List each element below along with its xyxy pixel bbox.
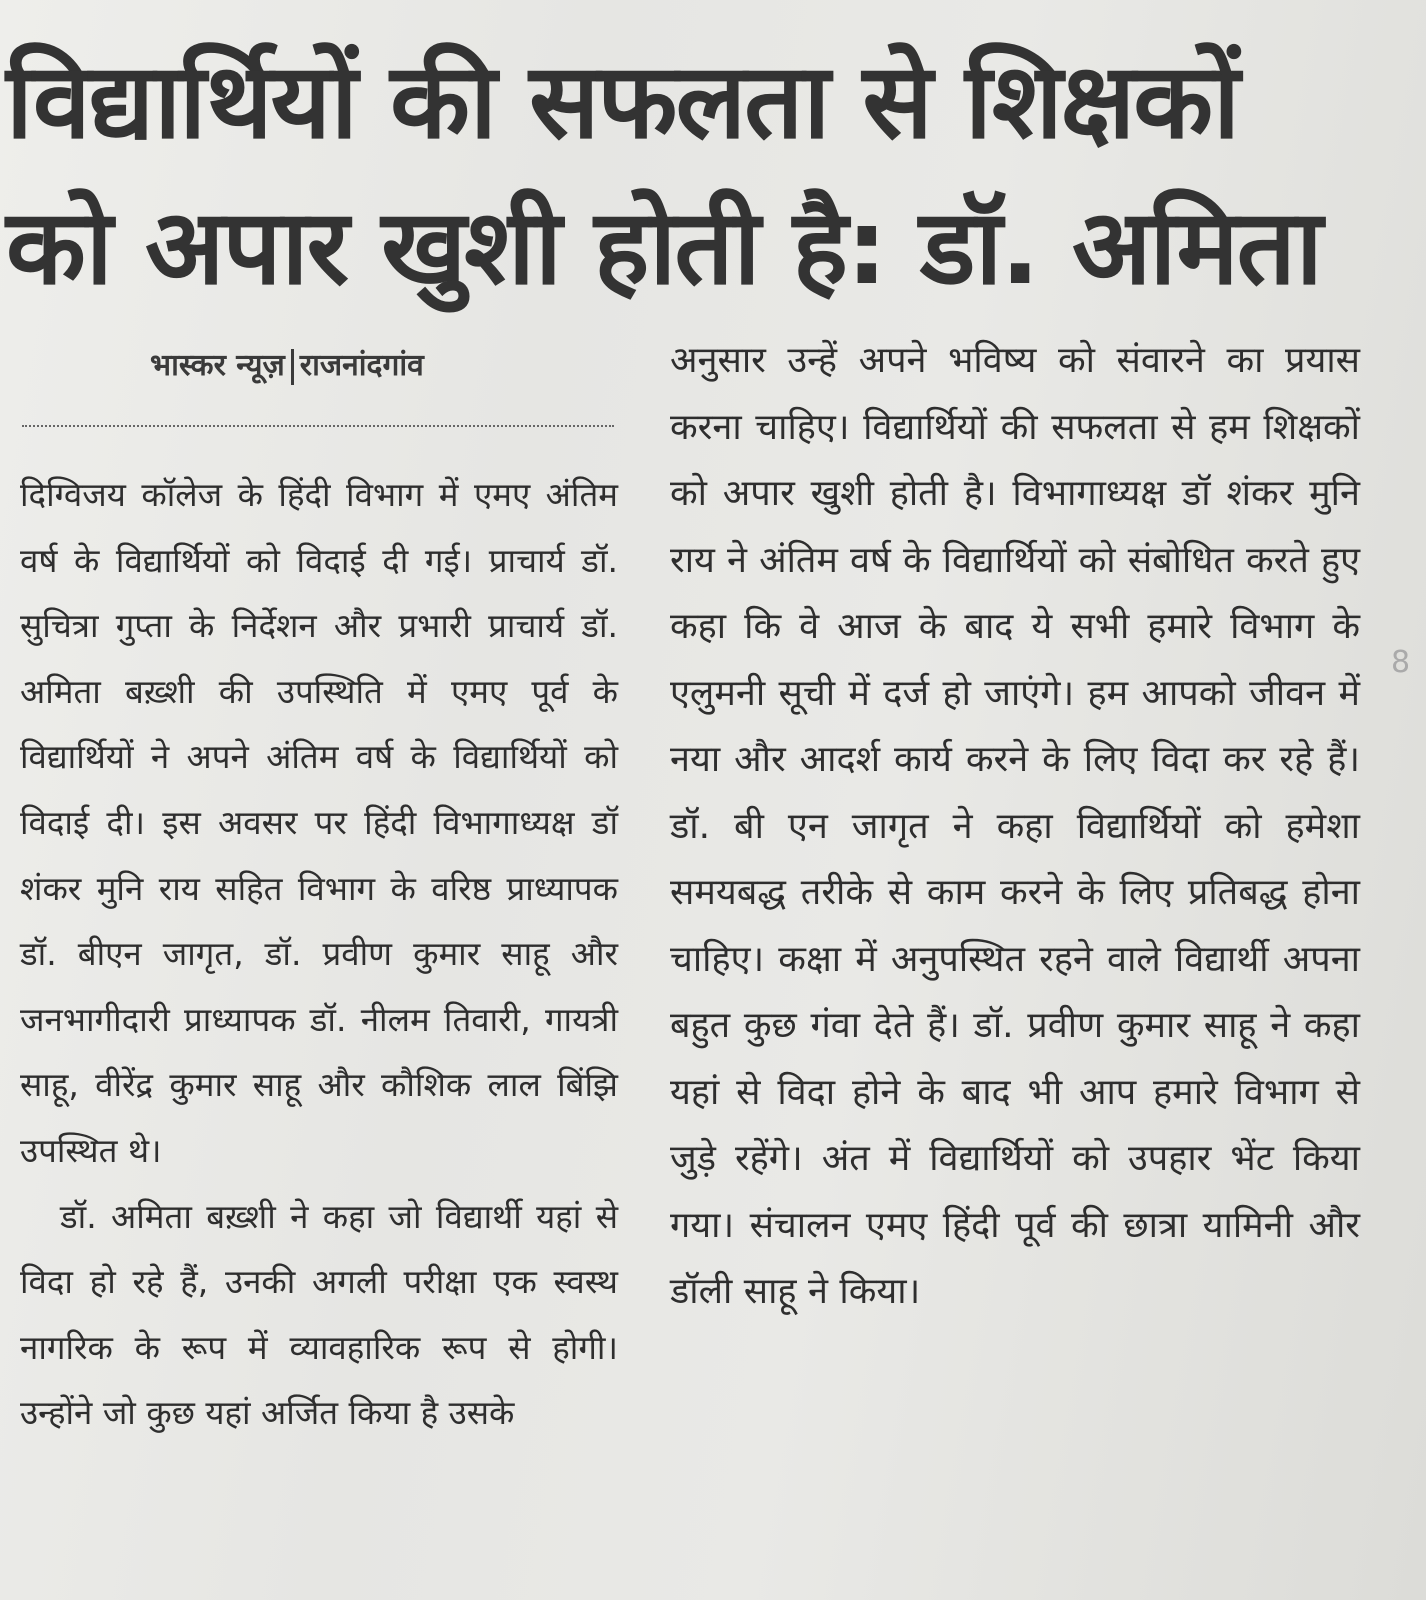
article-column-2 bbox=[670, 328, 1360, 1326]
headline-line-2: को अपार खुशी होती है: डॉ. अमिता bbox=[6, 186, 1321, 308]
byline-place: राजनांदगांव bbox=[299, 348, 424, 383]
byline bbox=[150, 343, 424, 385]
byline-separator bbox=[291, 349, 294, 385]
headline-line-1: विद्यार्थियों की सफलता से शिक्षकों bbox=[6, 40, 1239, 162]
dotted-divider bbox=[22, 425, 614, 427]
headline bbox=[6, 28, 1336, 320]
column-2-paragraph-1: अनुसार उन्हें अपने भविष्य को संवारने का प्रयास करना चाहिए। विद्यार्थियों की सफलता से हम शिक्षकों को अपार खुशी होती है। विभागाध्यक्ष डॉ शंकर मुनि राय ने अंतिम वर्ष के विद्यार्थियों को संबोधित करते हुए कहा कि वे आज के बाद ये सभी हमारे विभाग के एलुमनी सूची में दर्ज हो जाएंगे। हम आपको जीवन में नया और आदर्श कार्य करने के लिए विदा कर रहे हैं। डॉ. बी एन जागृत ने कहा विद्यार्थियों को हमेशा समयबद्ध तरीके से काम करने के लिए प्रतिबद्ध होना चाहिए। कक्षा में अनुपस्थित रहने वाले विद्यार्थी अपना बहुत कुछ गंवा देते हैं। डॉ. प्रवीण कुमार साहू ने कहा यहां से विदा होने के बाद भी आप हमारे विभाग से जुड़े रहेंगे। अंत में विद्यार्थियों को उपहार भेंट किया गया। संचालन एमए हिंदी पूर्व की छात्रा यामिनी और डॉली साहू ने किया। bbox=[670, 340, 1360, 1312]
byline-source: भास्कर न्यूज़ bbox=[150, 348, 285, 383]
column-1-paragraph-1: दिग्विजय कॉलेज के हिंदी विभाग में एमए अंतिम वर्ष के विद्यार्थियों को विदाई दी गई। प्राचार्य डॉ. सुचित्रा गुप्ता के निर्देशन और प्रभारी प्राचार्य डॉ. अमिता बख़्शी की उपस्थिति में एमए पूर्व के विद्यार्थियों ने अपने अंतिम वर्ष के विद्यार्थियों को विदाई दी। इस अवसर पर हिंदी विभागाध्यक्ष डॉ शंकर मुनि राय सहित विभाग के वरिष्ठ प्राध्यापक डॉ. बीएन जागृत, डॉ. प्रवीण कुमार साहू और जनभागीदारी प्राध्यापक डॉ. नीलम तिवारी, गायत्री साहू, वीरेंद्र कुमार साहू और कौशिक लाल बिंझि उपस्थित थे। bbox=[20, 475, 618, 1170]
article-column-1 bbox=[20, 462, 618, 1446]
column-1-paragraph-2: डॉ. अमिता बख़्शी ने कहा जो विद्यार्थी यहां से विदा हो रहे हैं, उनकी अगली परीक्षा एक स्वस्थ नागरिक के रूप में व्यावहारिक रूप से होगी। उन्होंने जो कुछ यहां अर्जित किया है उसके bbox=[20, 1196, 618, 1433]
edge-fragment: 8 bbox=[1391, 645, 1411, 680]
